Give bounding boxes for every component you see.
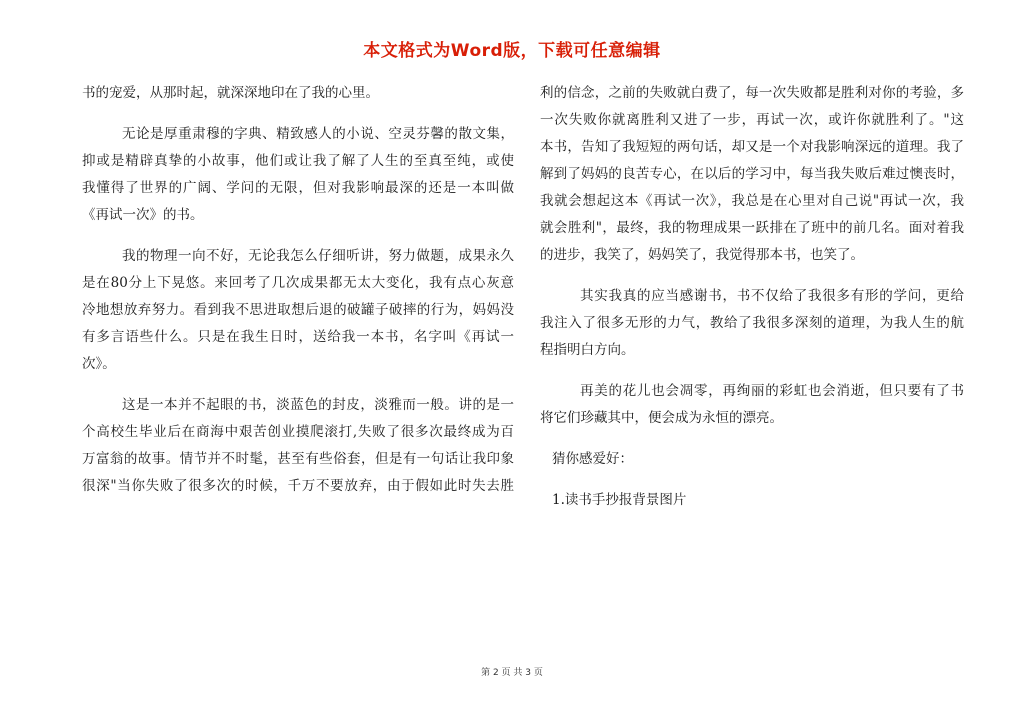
right-text-line: 我就会想起这本《再试一次》，我总是在心里对自己说"再试一次，我 bbox=[540, 193, 964, 209]
right-text-line: 本书，告知了我短短的两句话，却又是一个对我影响深远的道理。我了 bbox=[540, 139, 964, 155]
paragraph-gap bbox=[540, 269, 964, 283]
left-text-line: 《再试一次》的书。 bbox=[82, 207, 204, 223]
left-text-line: 个高校生毕业后在商海中艰苦创业摸爬滚打,失败了很多次最终成为百 bbox=[82, 424, 514, 440]
right-text-line: 解到了妈妈的良苦专心，在以后的学习中，每当我失败后难过懊丧时， bbox=[540, 166, 964, 182]
left-text-line: 抑或是精辟真挚的小故事，他们或让我了解了人生的至真至纯，或使 bbox=[82, 153, 514, 169]
left-text-column bbox=[82, 80, 514, 500]
right-text-line: 的进步，我笑了，妈妈笑了，我觉得那本书，也笑了。 bbox=[540, 247, 864, 263]
right-text-line: 1.读书手抄报背景图片 bbox=[552, 492, 687, 508]
left-text-line: 这是一本并不起眼的书，淡蓝色的封皮，淡雅而一般。讲的是一 bbox=[122, 397, 514, 413]
paragraph-gap bbox=[82, 229, 514, 243]
right-text-line: 就会胜利"，最终，我的物理成果一跃排在了班中的前几名。面对着我 bbox=[540, 220, 964, 236]
right-text-line: 一次失败你就离胜利又进了一步，再试一次，或许你就胜利了。"这 bbox=[540, 112, 964, 128]
left-text-line: 书的宠爱，从那时起，就深深地印在了我的心里。 bbox=[82, 85, 379, 101]
paragraph-gap bbox=[540, 432, 964, 446]
paragraph-gap bbox=[82, 378, 514, 392]
right-text-line: 其实我真的应当感谢书，书不仅给了我很多有形的学问，更给 bbox=[580, 288, 964, 304]
left-text-line: 有多言语些什么。只是在我生日时，送给我一本书，名字叫《再试一 bbox=[82, 329, 514, 345]
left-text-line: 无论是厚重肃穆的字典、精致感人的小说、空灵芬馨的散文集， bbox=[122, 126, 514, 142]
left-text-line: 很深"当你失败了很多次的时候，千万不要放弃，由于假如此时失去胜 bbox=[82, 478, 514, 494]
left-text-line: 次》。 bbox=[82, 356, 116, 372]
paragraph-gap bbox=[540, 473, 964, 487]
right-text-line: 再美的花儿也会凋零，再绚丽的彩虹也会消逝，但只要有了书 bbox=[580, 383, 964, 399]
paragraph-gap bbox=[540, 364, 964, 378]
right-text-line: 利的信念，之前的失败就白费了，每一次失败都是胜利对你的考验，多 bbox=[540, 85, 964, 101]
left-text-line: 我的物理一向不好，无论我怎么仔细听讲，努力做题，成果永久 bbox=[122, 248, 514, 264]
right-text-line: 我注入了很多无形的力气，教给了我很多深刻的道理，为我人生的航 bbox=[540, 315, 964, 331]
document-banner: 本文格式为Word版，下载可任意编辑 bbox=[363, 41, 661, 61]
right-text-column bbox=[540, 80, 964, 514]
page-number-footer: 第 2 页 共 3 页 bbox=[481, 668, 543, 678]
paragraph-gap bbox=[82, 107, 514, 121]
left-text-line: 冷地想放弃努力。看到我不思进取想后退的破罐子破摔的行为，妈妈没 bbox=[82, 302, 514, 318]
left-text-line: 万富翁的故事。情节并不时髦，甚至有些俗套，但是有一句话让我印象 bbox=[82, 451, 514, 467]
right-text-line: 将它们珍藏其中，便会成为永恒的漂亮。 bbox=[540, 410, 783, 426]
left-text-line: 我懂得了世界的广阔、学问的无限，但对我影响最深的还是一本叫做 bbox=[82, 180, 514, 196]
right-text-line: 程指明白方向。 bbox=[540, 342, 635, 358]
right-text-line: 猜你感爱好： bbox=[552, 451, 633, 467]
left-text-line: 是在80分上下晃悠。来回考了几次成果都无太大变化，我有点心灰意 bbox=[82, 275, 514, 291]
